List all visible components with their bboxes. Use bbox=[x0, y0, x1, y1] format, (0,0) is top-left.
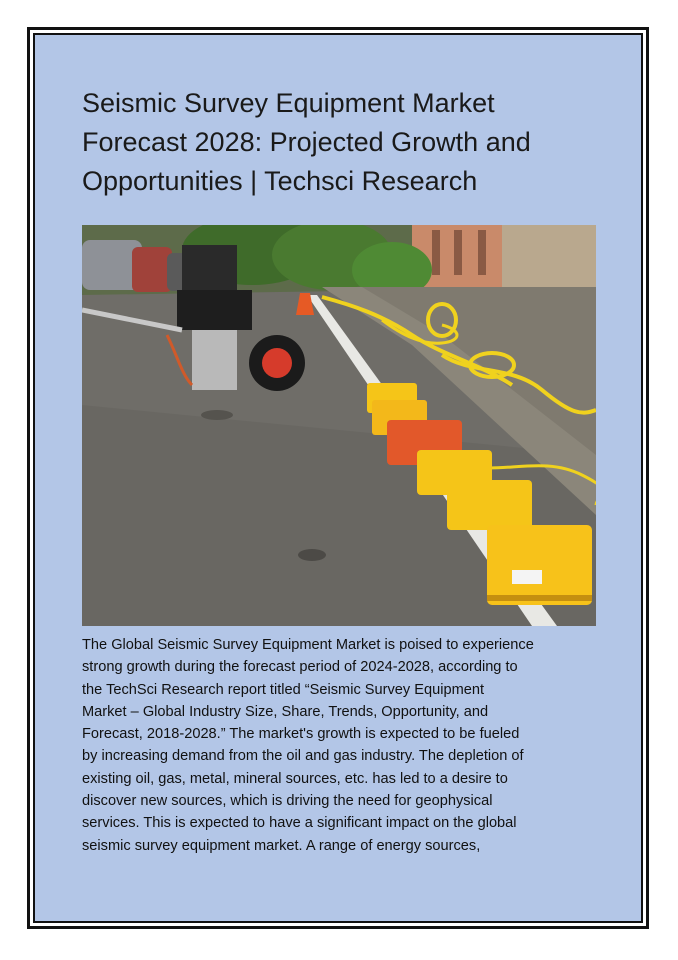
body-paragraph bbox=[82, 634, 594, 857]
body-line: Market – Global Industry Size, Share, Trends, Opportunity, and bbox=[82, 703, 489, 720]
body-line: discover new sources, which is driving the need for geophysical bbox=[82, 793, 493, 810]
body-line: by increasing demand from the oil and gas industry. The depletion of bbox=[82, 748, 524, 765]
document-title: Seismic Survey Equipment Market Forecast 2028: Projected Growth and Opportunities | Techsci Research bbox=[82, 88, 531, 196]
seismic-equipment-photo bbox=[82, 225, 596, 626]
body-line: seismic survey equipment market. A range of energy sources, bbox=[82, 837, 481, 854]
body-line: The Global Seismic Survey Equipment Market is poised to experience bbox=[82, 637, 534, 653]
body-line: the TechSci Research report titled “Seismic Survey Equipment bbox=[82, 681, 485, 698]
body-line: strong growth during the forecast period of 2024-2028, according to bbox=[82, 659, 518, 676]
body-line: existing oil, gas, metal, mineral sources, etc. has led to a desire to bbox=[82, 770, 508, 787]
body-line: services. This is expected to have a significant impact on the global bbox=[82, 815, 517, 832]
body-line: Forecast, 2018-2028.” The market's growth is expected to be fueled bbox=[82, 726, 520, 743]
